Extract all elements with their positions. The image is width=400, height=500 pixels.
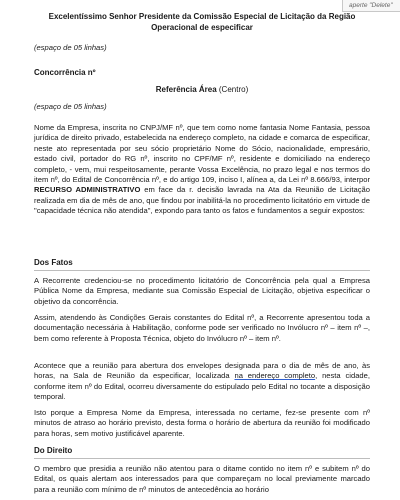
intro-text-bold: RECURSO ADMINISTRATIVO xyxy=(34,185,141,195)
address-link-text[interactable]: na endereço completo xyxy=(234,371,316,381)
section-divider xyxy=(34,270,370,271)
fatos-p3-post: , nesta cidade, conforme item nº do Edital, ocorreu diversamente do estipulado pelo Edital no tocante a disposição temporal. xyxy=(34,371,370,402)
spacing-note-top: (espaço de 05 linhas) xyxy=(34,43,107,52)
fatos-paragraph-3 xyxy=(34,361,370,403)
fatos-paragraph-1: A Recorrente credenciou-se no procedimento licitatório de Concorrência pela qual a Empresa Pública Nome da Empresa, mediante sua Comissão Especial de Licitação, objetiva especificar o objetivo da concorrência. xyxy=(34,276,370,306)
referencia-suffix: (Centro) xyxy=(216,85,249,94)
section-divider-2 xyxy=(34,458,370,459)
fatos-paragraph-2: Assim, atendendo às Condições Gerais constantes do Edital nº, a Recorrente apresentou toda a documentação necessária à Habilitação, conforme pode ser verificado no Invólucro nº – item nº –, bem como referente à Proposta Técnica, objeto do Invólucro nº – item nº. xyxy=(34,313,370,343)
delete-hint-tooltip: aperte "Delete" xyxy=(342,0,400,12)
title-line-2: Operacional de especificar xyxy=(151,22,253,32)
title-line-1: Excelentíssimo Senhor Presidente da Comissão Especial de Licitação da Região xyxy=(48,12,356,21)
direito-paragraph-1: O membro que presidia a reunião não atentou para o ditame contido no item nº e subitem nº do Edital, os quais alertam aos interessados para que compareçam no local previamente marcado para a reunião com mínimo de nº minutos de antecedência ao horário xyxy=(34,464,370,494)
section-heading-fatos: Dos Fatos xyxy=(34,258,73,267)
intro-text-post: em face da r. decisão lavrada na Ata da Reunião de Licitação realizada em dia de mês de ano, que findou por inabilitá-la no procedimento licitatório em virtude de "capacidade técnica não atendida", expondo para tanto os fatos e fundamentos a seguir expostos: xyxy=(34,185,371,216)
concorrencia-label: Concorrência nº xyxy=(34,68,96,77)
spacing-note-mid: (espaço de 05 linhas) xyxy=(34,102,107,111)
document-title xyxy=(34,12,370,33)
referencia-line xyxy=(34,85,370,95)
referencia-label: Referência Área xyxy=(155,85,217,94)
fatos-paragraph-4: Isto porque a Empresa Nome da Empresa, interessada no certame, fez-se presente com nº minutos de atraso ao horário previsto, desta forma o horário de abertura da reunião foi modificado para horas, sem motivo justificável aparente. xyxy=(34,408,370,438)
intro-text-pre: Nome da Empresa, inscrita no CNPJ/MF nº, que tem como nome fantasia Nome Fantasia, pessoa jurídica de direito privado, estabelecida na endereço completo, na cidade e comarca de especificar, neste ato representada por seu sócio proprietário Nome do Sócio, nacionalidade, empresário, estado civil, portador do RG nº, inscrito no CPF/MF nº, residente e domiciliado na endereço completo, - vem, mui respeitosamente, perante Vossa Excelência, no prazo legal e nos termos do item nº, do Edital de Concorrência nº, e do artigo 109, inciso I, alínea a, da Lei nº 8.666/93, interpor xyxy=(34,123,370,185)
intro-paragraph xyxy=(34,123,370,217)
fatos-p3-pre: Acontece que a reunião para abertura dos envelopes designada para o dia de mês de ano, às horas, na Sala de Reunião da especificar, localizada xyxy=(34,361,370,381)
section-heading-direito: Do Direito xyxy=(34,446,73,455)
